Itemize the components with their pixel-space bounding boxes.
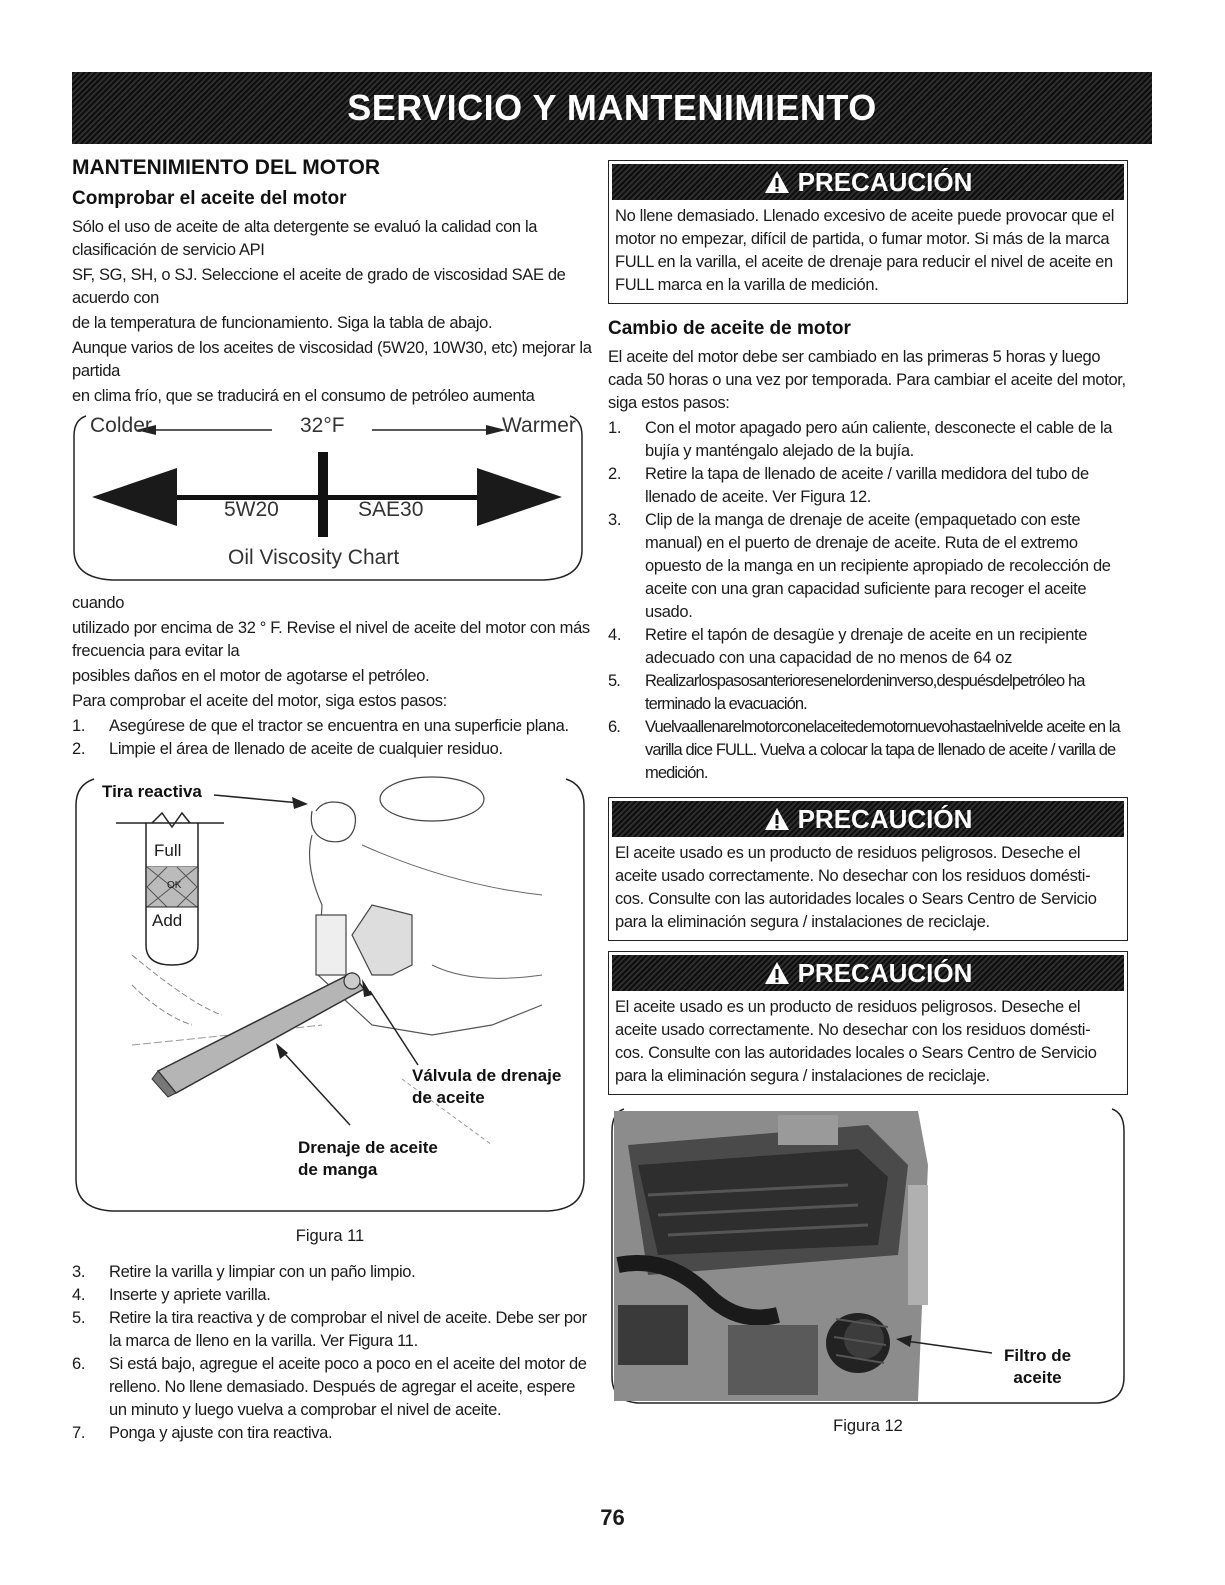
- warmer-label: Warmer: [502, 414, 576, 437]
- grade-sae30-label: SAE30: [358, 498, 424, 521]
- paragraph: de la temperatura de funcionamiento. Siga la tabla de abajo.: [72, 314, 493, 332]
- full-mark-label: Full: [154, 841, 182, 860]
- list-item: 2. Limpie el área de llenado de aceite de cualquier residuo.: [72, 740, 503, 758]
- paragraph: SF, SG, SH, o SJ. Seleccione el aceite de grado de viscosidad SAE de acuerdo con: [72, 266, 566, 307]
- check-steps-list: [72, 715, 592, 761]
- chart-caption: Oil Viscosity Chart: [228, 546, 400, 569]
- list-item: 5. Retire la tira reactiva y de comprobar el nivel de aceite. Debe ser por la marca de lleno en la varilla. Ver Figura 11.: [72, 1309, 587, 1350]
- caution-header: PRECAUCIÓN: [612, 955, 1124, 991]
- paragraph: El aceite del motor debe ser cambiado en las primeras 5 horas y luego cada 50 horas o una vez por temporada. Para cambiar el aceite del motor, siga estos pasos:: [608, 348, 1126, 412]
- paragraph: posibles daños en el motor de agotarse el petróleo.: [72, 667, 430, 685]
- paragraph: utilizado por encima de 32 ° F. Revise el nivel de aceite del motor con más frecuencia para evitar la: [72, 619, 590, 660]
- left-column: [72, 156, 592, 1445]
- temperature-label: 32°F: [300, 414, 345, 437]
- caution-box-overfill: [608, 160, 1128, 304]
- oil-change-title: Cambio de aceite de motor: [608, 318, 851, 339]
- caution-header: PRECAUCIÓN: [612, 164, 1124, 200]
- oil-filter-callout: Filtro de aceite: [1004, 1346, 1072, 1387]
- figure-12: [608, 1105, 1124, 1435]
- figure-12-caption: Figura 12: [833, 1417, 903, 1435]
- paragraph: Para comprobar el aceite del motor, siga estos pasos:: [72, 692, 447, 710]
- page-number: 76: [600, 1505, 625, 1530]
- warning-triangle-icon: [764, 170, 790, 194]
- list-item: 1. Asegúrese de que el tractor se encuentra en una superficie plana.: [72, 717, 569, 735]
- list-item: 2. Retire la tapa de llenado de aceite / varilla medidora del tubo de llenado de aceite. Ver Figura 12.: [608, 465, 1089, 506]
- oil-viscosity-chart: [72, 412, 584, 584]
- add-mark-label: Add: [152, 911, 183, 930]
- right-column: [608, 160, 1128, 1435]
- paragraph: Sólo el uso de aceite de alta detergente se evaluó la calidad con la clasificación de servicio API: [72, 218, 538, 259]
- caution-text: El aceite usado es un producto de residuos peligrosos. Deseche el aceite usado correctamente. No desechar con los residuos domésti- cos. Consulte con las autoridades locales o Sears Centro de Servicio para la eliminación segura / instalaciones de reciclaje.: [615, 844, 1097, 931]
- caution-text: No llene demasiado. Llenado excesivo de aceite puede provocar que el motor no empezar, difícil de partida, o fumar motor. Si más de la marca FULL en la varilla, el aceite de drenaje para reducir el nivel de aceite en FULL marca en la varilla de medición.: [615, 207, 1115, 294]
- figure-11: [72, 775, 588, 1253]
- ok-mark-label: OK: [167, 880, 182, 891]
- caution-box-disposal: [608, 797, 1128, 941]
- list-item: 5. Realizarlospasosanterioresenelordeninverso,despuésdelpetróleo ha terminado la evacuación.: [608, 672, 1085, 713]
- figure-11-caption: Figura 11: [295, 1227, 365, 1245]
- list-item: 3. Retire la varilla y limpiar con un paño limpio.: [72, 1263, 416, 1281]
- grade-5w20-label: 5W20: [224, 498, 279, 521]
- list-item: 6. Si está bajo, agregue el aceite poco a poco en el aceite del motor de relleno. No llene demasiado. Después de agregar el aceite, espere un minuto y luego vuelva a comprobar el nivel de aceite.: [72, 1355, 587, 1419]
- oil-change-steps-list: [608, 417, 1128, 785]
- list-item: 4. Retire el tapón de desagüe y drenaje de aceite en un recipiente adecuado con una capacidad de no menos de 64 oz: [608, 626, 1088, 667]
- check-oil-title: Comprobar el aceite del motor: [72, 188, 347, 209]
- list-item: 3. Clip de la manga de drenaje de aceite (empaquetado con este manual) en el puerto de drenaje de aceite. Ruta de el extremo opuesto de la manga en un recipiente apropiado de recolección de aceite con una gran capacidad suficiente para recoger el aceite usado.: [608, 511, 1111, 621]
- paragraph: Aunque varios de los aceites de viscosidad (5W20, 10W30, etc) mejorar la partida: [72, 339, 592, 380]
- colder-label: Colder: [90, 414, 152, 437]
- list-item: 7. Ponga y ajuste con tira reactiva.: [72, 1424, 333, 1442]
- list-item: 4. Inserte y apriete varilla.: [72, 1286, 271, 1304]
- dipstick-callout: Tira reactiva: [102, 782, 202, 801]
- section-title: MANTENIMIENTO DEL MOTOR: [72, 156, 381, 179]
- caution-text: El aceite usado es un producto de residuos peligrosos. Deseche el aceite usado correctamente. No desechar con los residuos domésti- cos. Consulte con las autoridades locales o Sears Centro de Servicio para la eliminación segura / instalaciones de reciclaje.: [615, 998, 1097, 1085]
- caution-header: PRECAUCIÓN: [612, 801, 1124, 837]
- drain-sleeve-callout: Drenaje de aceite de manga: [298, 1138, 438, 1179]
- list-item: 1. Con el motor apagado pero aún caliente, desconecte el cable de la bujía y manténgalo alejado de la bujía.: [608, 419, 1113, 460]
- list-item: 6. Vuelvaallenarelmotorconelaceitedemotornuevohastaelnivelde aceite en la varilla dice FULL. Vuelva a colocar la tapa de llenado de aceite / varilla de medición.: [608, 718, 1120, 782]
- paragraph: en clima frío, que se traducirá en el consumo de petróleo aumenta: [72, 387, 535, 405]
- warning-triangle-icon: [764, 807, 790, 831]
- page-header-title: SERVICIO Y MANTENIMIENTO: [347, 87, 877, 128]
- paragraph: cuando: [72, 594, 125, 612]
- drain-valve-callout: Válvula de drenaje de aceite: [412, 1066, 562, 1107]
- page-header-banner: [72, 72, 1152, 144]
- check-steps-list-continued: [72, 1261, 592, 1445]
- warning-triangle-icon: [764, 961, 790, 985]
- caution-box-disposal-repeat: [608, 951, 1128, 1095]
